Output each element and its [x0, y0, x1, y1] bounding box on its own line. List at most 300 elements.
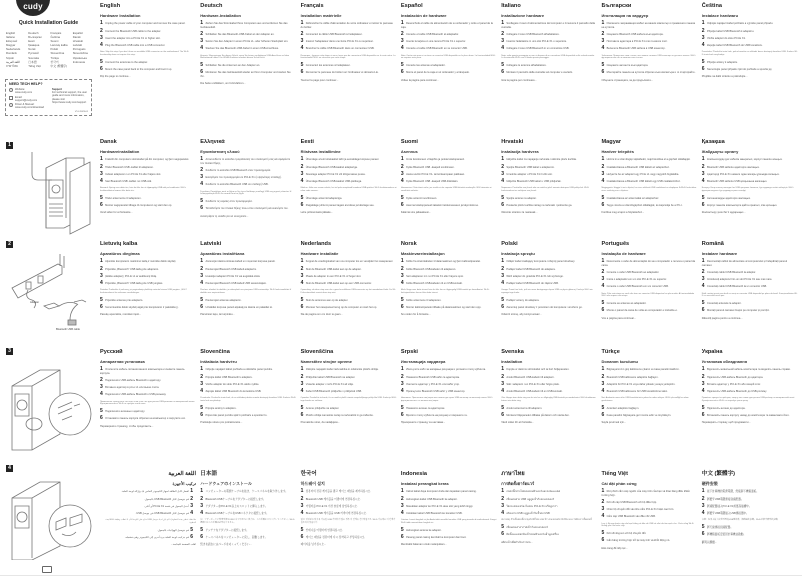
step-number: 3: [200, 38, 205, 45]
website-label: Website:: [15, 88, 26, 91]
language-index-item: Norsk: [28, 47, 36, 52]
step-item: [401, 22, 497, 29]
step-number: 3: [501, 170, 506, 177]
step-text: Izklopite napajalni kabel računalnika in odstranite ploščo ohišja.: [305, 368, 379, 372]
section-subtitle: Installation: [501, 359, 523, 364]
language-section-30: [301, 468, 397, 547]
step-number: 1: [601, 156, 606, 163]
note-text: Bemærk: Spring over dette trin, hvis du ikke har et tilgængeligt USB-stik på bundkortet. Wi-Fi-funktionaliteten kræver ikke dette trin.: [100, 187, 187, 193]
section-subtitle: Hardwareinstallation: [100, 149, 140, 154]
step-text: Odłącz kabel zasilający komputera i zdejmij panel obudowy.: [506, 260, 576, 264]
note-text: 참고: 마더보드에 사용 가능한 USB 커넥터가 없는 경우 이 단계를 건너뛰십시오. Wi-Fi 기능에는 이 단계가 필요하지 않습니다.: [300, 519, 396, 525]
step-text: Conectați antenele la adaptor.: [706, 302, 742, 306]
step-item: [401, 512, 497, 515]
language-index-item: Slovenčina: [50, 51, 65, 56]
step-number: 4: [701, 283, 706, 290]
step-text: Stecken Sie das Bluetooth-USB-Kabel in einen USB-Anschluss.: [205, 47, 279, 51]
step-text: Atvienojiet datora strāvas kabeli un noņemiet korpusa paneli.: [205, 260, 276, 264]
step-number: 1: [501, 156, 506, 163]
step-number: 1: [501, 488, 506, 495]
step-text: Antene priključite na adapter.: [305, 406, 340, 410]
step-number: 5: [300, 404, 305, 411]
note-text: Напомена: Прескочите овај корак ако немате доступан USB конектор на матичној плочи. Wi-Fi функционалност не захтева овај корак.: [400, 397, 493, 403]
step-number: 4: [701, 178, 706, 185]
language-heading: Dansk: [100, 139, 117, 145]
step-text: Pasang panel casing kembali ke komputer dan boot.: [406, 536, 467, 540]
step-item: [400, 272, 497, 279]
step-number: 2: [701, 373, 706, 380]
steps-list-continued: [400, 194, 497, 209]
step-text: Sumontuokite dėklo skydelį atgal prie kompiuterio ir paleiskite jį.: [105, 306, 179, 310]
note-text: Poznámka: Přeskočte tento krok, pokud nemáte na základní desce dostupný konektor USB. Funkce Wi-Fi tento krok nevyžaduje.: [701, 51, 798, 57]
step-number: 6: [100, 202, 105, 209]
steps-list: [501, 490, 597, 515]
step-item: [601, 30, 698, 37]
step-item: [100, 393, 196, 396]
language-index-item: اللغة العربية: [6, 59, 20, 64]
step-number: 6: [200, 304, 205, 311]
driver-link[interactable]: www.cudy.com/download: [15, 106, 44, 109]
step-text: Insira o adaptador em um slot PCI-E X1 ou superior.: [606, 278, 667, 282]
step-text: Koble Bluetooth USB-kabelen til adapteren.: [406, 267, 457, 271]
step-number: 6: [601, 307, 606, 314]
section-subtitle: 하드웨어 설치: [300, 481, 325, 486]
section-subtitle: Hardver telepítés: [601, 149, 634, 154]
step-number: 1: [400, 156, 406, 163]
step-item: [702, 278, 798, 281]
step-number: 6: [701, 202, 706, 209]
step-number: 1: [100, 258, 105, 265]
step-number: 6: [300, 69, 305, 76]
language-heading: Hrvatski: [501, 139, 524, 145]
email-link[interactable]: support@cudy.com: [15, 98, 38, 102]
step-number: 2: [200, 265, 205, 272]
step-text: Spojite antene na adapter.: [506, 196, 537, 200]
section-subtitle: Installation matérielle: [300, 13, 342, 18]
step-item: [602, 539, 698, 542]
step-item: [602, 508, 698, 511]
step-text: Desenchufe el cable de alimentación de su ordenador y retire el panel de la caja.: [400, 22, 493, 29]
step-text: Компьютердің қуат кабелін ажыратып, корпус панелін алыңыз.: [706, 158, 783, 162]
step-text: Conecte las antenas al adaptador.: [406, 64, 446, 68]
step-item: [602, 490, 698, 497]
step-item: [301, 536, 397, 539]
step-item: [501, 373, 597, 380]
language-index-item: 日本語: [28, 59, 37, 64]
step-text: Koble fra strømkabelen til datamaskinen og fjern kabinettpanelet.: [406, 260, 481, 264]
language-index-item: Українська: [72, 55, 87, 60]
section-subtitle: การติดตั้งฮาร์ดแวร์: [501, 481, 535, 486]
language-section-1: [200, 0, 296, 85]
flip-page-text: 翻頁以繼續...: [701, 540, 717, 544]
step-number: 6: [501, 69, 506, 76]
step-number: 6: [300, 202, 305, 209]
step-item: [501, 64, 597, 67]
step-text: Встановіть панель корпусу назад до комп'ютера та завантажте його.: [706, 414, 790, 418]
step-text: Prijunkite „Bluetooth" USB laidą prie adapterio.: [105, 267, 159, 271]
step-number: 2: [200, 373, 205, 380]
language-index-item: Қазақша: [28, 43, 40, 48]
step-badge-4: 4: [6, 465, 13, 472]
flip-page-text: Pārvērsiet lapu, lai turpinātu...: [200, 313, 235, 317]
website-link[interactable]: www.cudy.com: [15, 91, 33, 94]
language-index-item: Eesti: [28, 39, 35, 44]
note-text: Poznámka: Preskočte tento krok, ak na základnej doske nemáte dostupný konektor USB. Funkcia Wi-Fi tento krok nevyžaduje.: [200, 397, 296, 403]
step-number: 4: [300, 178, 305, 185]
step-item: [602, 285, 698, 288]
step-text: Montieren Sie das Gehäusefeld wieder an Ihren Computer und starten Sie ihn.: [200, 71, 291, 78]
step-text: Αποσυνδέστε το καλώδιο τροφοδοσίας του υπολογιστή σας και αφαιρέστε τον πίνακα θήκης.: [200, 158, 291, 165]
note-text: Примітка: пропустіть цей крок, якщо у вас немає доступного USB-роз'єму на материнській платі. Функціональність Wi-Fi не потребує цього кроку.: [701, 397, 795, 403]
step-text: Vložte adaptér do slotu PCI-E X1.: [706, 36, 746, 40]
step-text: ติดตั้งแผงเคสกลับเข้าคอมพิวเตอร์แล้วบูตเครื่อง: [506, 533, 559, 537]
step-number: 2: [400, 265, 406, 272]
language-heading: Ελληνικά: [200, 139, 225, 145]
note-text: 注意：如果主板上沒有可用的USB連接器，請跳過此步驟。Wi-Fi功能不需要此步驟。: [701, 519, 780, 522]
note-text: Nota: salta questo passaggio se non si dispone di un connettore USB disponibile sulla scheda madre. La funzionalità Wi-Fi non richiede questo passaggio.: [501, 54, 595, 60]
steps-list-continued: [501, 526, 597, 537]
step-item: [501, 170, 597, 177]
language-section-15: [200, 238, 296, 317]
step-text: افصل كابل الطاقة لجهاز الكمبيوتر الخاص بك وإزالة لوحة العلبة.: [121, 490, 189, 494]
steps-list: [301, 158, 397, 183]
step-number: 5: [400, 62, 406, 69]
step-text: قم بتوصيل الهوائيات بالمحول.: [156, 528, 189, 532]
step-number: 2: [100, 265, 105, 272]
step-number: 2: [601, 268, 606, 275]
step-text: Bluetooth USB кабелін адаптерге жалғаңыз.: [706, 165, 760, 169]
section-subtitle: Инсталација хардвера: [400, 359, 446, 364]
step-item: [300, 380, 397, 387]
note-text: Not: Anakartta mevcut bir USB konektörünüz yoksa bu adımı atlayın. Wi-Fi işlevselliği bu adımı gerektirmez.: [601, 397, 689, 403]
step-number: 1: [601, 20, 606, 27]
step-item: [100, 495, 196, 502]
step-number: 3: [100, 170, 105, 177]
language-index-item: Русский: [28, 51, 39, 56]
step-item: [701, 380, 798, 387]
step-text: Remontez le panneau du boîtier sur l'ordinateur et démarrez-le.: [305, 71, 379, 75]
step-item: [701, 373, 798, 380]
step-text: Colokkan kabel USB Bluetooth ke konektor USB.: [406, 512, 463, 516]
adapter-caption: Adapter: [30, 301, 40, 304]
globe-icon: [9, 88, 13, 92]
note-text: Lưu ý: Bỏ qua bước này nếu bạn không có đầu nối USB có sẵn trên bo mạch chủ. Chức năng Wi-Fi không yêu cầu bước này.: [601, 522, 694, 528]
step-item: [300, 194, 397, 201]
language-index-item: Português: [72, 47, 86, 52]
step-item: [401, 47, 497, 50]
section-subtitle: Установка обладнання: [701, 359, 748, 364]
step-text: Включете Bluetooth USB кабела в USB конектор.: [606, 47, 666, 51]
step-item: [200, 526, 296, 533]
steps-list-continued: [701, 194, 798, 209]
step-text: Montera höljepanelen tillbaka på datorn och starta den.: [506, 414, 570, 418]
step-item: [401, 64, 497, 67]
steps-list: [501, 158, 597, 183]
step-item: [601, 170, 698, 177]
step-item: [300, 163, 397, 170]
step-text: Conectați cablul USB Bluetooth la adaptor.: [706, 270, 756, 274]
cable-caption: Bluetooth USB cable: [56, 328, 80, 331]
step-text: Свържете антените към адаптера.: [606, 64, 649, 68]
step-number: 1: [701, 488, 706, 495]
step-text: Sæt Bluetooth USB -kablet i et USB-stik.: [105, 180, 152, 184]
step-item: [501, 306, 597, 309]
language-heading: Čeština: [701, 3, 723, 9]
steps-list: [200, 22, 296, 50]
language-section-14: [100, 238, 196, 317]
flip-page-text: พลิกหน้าเพื่อดำเนินการต่อ...: [501, 540, 533, 544]
step-item: [602, 64, 698, 67]
flip-page-text: Käännä sivu jatkaaksesi...: [400, 211, 431, 215]
language-heading: Español: [400, 3, 423, 9]
step-text: Asenna koteloppaneeli takaisin tietokoneeseen ja käynnistä se.: [406, 204, 479, 208]
note-text: Notă: omiteți acest pas dacă nu aveți un conector USB disponibil pe placa de bază. Funcționalitatea Wi-Fi nu necesită acest pas.: [701, 292, 798, 298]
step-text: Адаптерді PCI-E X1 немесе одан жоғары ұяшыққа салыңыз.: [706, 172, 780, 176]
step-text: Introduceți adaptorul într-un slot PCI-E X1 sau mai mare.: [706, 278, 773, 282]
footer-divider: [0, 575, 802, 576]
step-number: 5: [300, 526, 305, 533]
step-number: 5: [100, 194, 105, 201]
note-text: Nota: Omita este paso si no tiene un conector USB disponible en la placa base. La funcionalidad Wi-Fi no requiere este paso.: [400, 54, 496, 60]
steps-list: [602, 260, 698, 288]
step-number: 2: [100, 376, 105, 383]
steps-list: [702, 260, 798, 288]
step-number: 6: [200, 412, 205, 419]
step-item: [301, 47, 397, 50]
step-item: [400, 265, 497, 272]
steps-list-continued: [301, 64, 397, 75]
step-number: 6: [601, 412, 606, 419]
language-section-24: [401, 346, 497, 425]
language-index-item: 한국어: [50, 59, 59, 64]
step-number: 3: [100, 34, 105, 41]
step-number: 5: [501, 524, 506, 531]
step-number: 3: [300, 380, 305, 387]
step-item: [501, 512, 597, 515]
step-text: Подключите USB-кабель Bluetooth к USB-разъему.: [105, 393, 167, 397]
step-number: 3: [701, 34, 706, 41]
step-number: 5: [501, 194, 506, 201]
step-item: [602, 158, 698, 161]
step-item: [701, 163, 798, 170]
steps-list: [401, 490, 497, 515]
step-text: ถอดปลั๊กสายไฟของคอมพิวเตอร์และถอดแผงเคส: [506, 490, 561, 494]
step-text: Inserire l'adattatore in uno slot PCI-E X1 o superiore.: [506, 40, 567, 44]
step-number: 4: [601, 513, 606, 520]
step-number: 2: [300, 265, 305, 272]
step-number: 2: [200, 30, 205, 37]
step-text: Helyezze be az adaptert egy PCIe x1 vagy nagyobb foglalatba.: [606, 172, 680, 176]
step-item: [200, 502, 296, 509]
flip-page-text: Fordítsa meg a lapot a folytatáshoz...: [601, 211, 645, 215]
step-item: [601, 380, 698, 387]
step-item: [702, 302, 798, 305]
step-number: 5: [300, 296, 305, 303]
step-text: Відключіть живильний кабель комп'ютера та видаліть панель справи.: [706, 368, 791, 372]
step-text: Tegye vissza a számítógépház oldallapját, és kapcsolja be a PC-t.: [606, 204, 683, 208]
steps-list-continued: [501, 64, 597, 75]
step-item: [100, 502, 196, 509]
language-heading: 中文 (繁體字): [701, 471, 736, 477]
section-subtitle: Instalasi perangkat keras: [400, 481, 449, 486]
language-heading: Україна: [701, 349, 723, 355]
step-number: 4: [701, 388, 706, 395]
driver-label: Driver & Manual:: [15, 103, 35, 106]
step-text: Masukkan adaptor ke PCI-E X1 atau slot yang lebih tinggi.: [406, 504, 474, 508]
step-item: [401, 490, 497, 493]
flip-page-text: اقلب الصفحة للمتابعة...: [170, 543, 196, 547]
step-item: [702, 68, 798, 71]
step-item: [602, 40, 698, 43]
step-number: 2: [300, 30, 305, 37]
note-text: Pastaba: Praleiskite šį veiksmą, jei pagrindinėje plokštėje neturite laisvos USB jungties. „Wi-Fi" funkcionalumui šis veiksmas nereikalingas.: [100, 289, 188, 295]
step-number: 6: [400, 412, 406, 419]
flip-page-text: Odwróć stronę, aby kontynuować...: [501, 313, 542, 317]
language-section-16: [301, 238, 397, 317]
steps-list: [702, 490, 798, 515]
step-number: 1: [601, 366, 606, 373]
step-badge-2: 2: [6, 241, 13, 248]
step-text: Подключите антенны к адаптеру.: [105, 410, 145, 414]
step-item: [300, 296, 397, 303]
steps-list-continued: [100, 410, 196, 421]
language-index: [6, 31, 94, 68]
step-item: [200, 368, 296, 371]
step-item: [601, 268, 698, 275]
step-text: เสียบสาย USB บลูทูธเข้ากับขั้วต่อ USB: [506, 512, 550, 516]
note-text: Megjegyzés: Hagyja ki ezt a lépést, ha nincs elérhető USB csatlakozó az alaplapon. A Wi-Fi funkcióhoz nincs szükség erre a lépésre.: [601, 187, 697, 193]
step-badge-1: 1: [6, 142, 13, 149]
step-text: Pievienojiet Bluetooth USB kabeli USB savienotājam.: [205, 282, 267, 286]
step-number: 6: [400, 69, 406, 76]
step-text: Podłącz kabel USB Bluetooth do adaptera.: [506, 267, 556, 271]
step-text: Повежите антене са адаптером.: [406, 406, 445, 410]
support-label: Support: [52, 88, 62, 91]
step-item: [200, 22, 296, 29]
step-text: Hubungkan antena ke adaptor.: [406, 528, 442, 532]
step-text: Kytke Bluetooth USB -kaapeli sovittimeen.: [406, 165, 455, 169]
step-text: 안테나를 어댑터에 연결하십시오.: [305, 528, 344, 532]
flip-page-text: Жалғастыру үшін бетті аударыңыз...: [701, 211, 746, 215]
step-text: Connectez le câble USB Bluetooth à l'adaptateur.: [305, 32, 363, 36]
steps-list-continued: [300, 296, 397, 311]
language-heading: Slovenčina: [200, 349, 230, 355]
step-number: 4: [400, 45, 406, 52]
step-number: 6: [100, 415, 105, 422]
step-number: 3: [701, 170, 706, 177]
language-section-11: [501, 136, 597, 215]
step-number: 1: [200, 156, 205, 163]
note-text: Merk: Hopp over dette trinnet hvis du ikke har en tilgjengelig USB-kontakt på hovedkortet. Wi-Fi-funksjonaliteten krever ikke dette trinnet.: [400, 289, 490, 295]
step-item: [301, 282, 397, 285]
language-section-7: [100, 136, 196, 215]
step-item: [100, 265, 196, 272]
language-index-item: Suomi: [50, 39, 59, 44]
language-section-13: [702, 136, 798, 215]
language-index-item: Deutsch: [28, 31, 39, 35]
step-item: [602, 22, 698, 29]
step-item: [100, 512, 196, 515]
section-subtitle: Asennus: [400, 149, 418, 154]
language-index-item: Magyar: [6, 43, 16, 48]
step-item: [200, 260, 296, 263]
steps-list: [702, 368, 798, 393]
section-subtitle: Installazione hardware: [501, 13, 545, 18]
language-heading: Nederlands: [300, 241, 332, 247]
step-number: 4: [601, 178, 606, 185]
step-text: Connect the antennas to the adapter.: [105, 60, 148, 64]
illustration-remove-case-panel: [14, 150, 92, 238]
step-item: [501, 495, 597, 502]
step-item: [400, 502, 497, 509]
step-number: 3: [300, 38, 305, 45]
step-number: 3: [400, 170, 406, 177]
language-heading: Tiếng Việt: [601, 471, 629, 477]
step-text: Tilslut antennerne til adapteren.: [105, 196, 142, 200]
step-item: [301, 64, 397, 67]
language-section-33: [602, 468, 698, 550]
step-text: Plug the Bluetooth USB cable into a USB connector.: [105, 44, 166, 48]
step-number: 4: [100, 178, 105, 185]
step-number: 2: [100, 163, 105, 170]
step-number: 3: [400, 272, 406, 279]
step-number: 6: [501, 412, 506, 419]
step-item: [301, 390, 397, 393]
step-number: 3: [200, 174, 205, 181]
step-text: Ühendage arvuti toitekaabel lahti ja eemaldage korpuse paneel.: [305, 158, 380, 162]
steps-list-continued: [200, 526, 296, 541]
language-index-item: Čeština: [50, 35, 60, 40]
step-text: Desconecte o cabo de alimentação do seu computador e remova o painel da caixa.: [601, 260, 696, 267]
step-item: [602, 309, 698, 312]
step-text: Connectez les antennes à l'adaptateur.: [305, 64, 351, 68]
step-text: 將機箱面板安裝回計算機並啟動。: [706, 533, 746, 537]
language-heading: Български: [601, 3, 632, 9]
flip-page-text: Переверните страницу, чтобы продолжить...: [100, 424, 154, 428]
step-number: 4: [200, 45, 205, 52]
note-text: Σημείωση: Παραλείψτε αυτό το βήμα αν δεν έχετε διαθέσιμη υποδοχή USB στη μητρική πλακέτα. Η λειτουργικότητα Wi-Fi δεν απαιτεί αυτό το βήμα.: [200, 190, 292, 196]
step-text: アダプターをPCI-E X1以上のスロットに挿入します。: [205, 504, 268, 508]
step-text: Підключіть USB-кабель Bluetooth до USB-роз'єму.: [706, 390, 767, 394]
step-item: [400, 495, 497, 502]
language-index-item: ภาษาไทย: [6, 63, 18, 68]
step-item: [300, 170, 397, 177]
step-text: 將天線連接到適配器。: [706, 526, 733, 530]
step-item: [100, 68, 196, 71]
language-heading: Latviski: [200, 241, 222, 247]
step-text: Bluetooth USB kablosunu bir USB konektörüne takın.: [606, 390, 668, 394]
step-number: 3: [501, 272, 506, 279]
language-heading: Italiano: [501, 3, 521, 9]
step-text: Uzstādiet korpusa paneli atpakaļ pie datora un palaidiet to.: [205, 306, 273, 310]
step-item: [200, 272, 296, 279]
step-text: Koble Bluetooth USB-kabelen til en USB-kontakt.: [406, 282, 463, 286]
step-text: Scollegare il cavo di alimentazione del computer e rimuovere il pannello della custodia.: [501, 22, 595, 29]
step-text: Namontujte panel případu zpět do počítače a spusťte jej.: [706, 68, 773, 72]
language-index-item: Indonesia: [72, 59, 85, 64]
language-heading: Română: [701, 241, 724, 247]
step-text: Kasa panelini bilgisayara geri monte edin ve önyükleyin.: [606, 414, 672, 418]
step-number: 1: [300, 366, 305, 373]
language-section-23: [301, 346, 397, 425]
step-number: 5: [200, 404, 205, 411]
step-text: Tilslut Bluetooth USB -kablet til adapteren.: [105, 165, 154, 169]
step-item: [300, 495, 397, 502]
flip-page-text: Tournez la page pour continuer...: [300, 78, 339, 82]
steps-list: [100, 368, 196, 396]
step-text: Kết nối ăng-ten với bộ chuyển đổi.: [606, 532, 647, 536]
step-item: [702, 22, 798, 25]
